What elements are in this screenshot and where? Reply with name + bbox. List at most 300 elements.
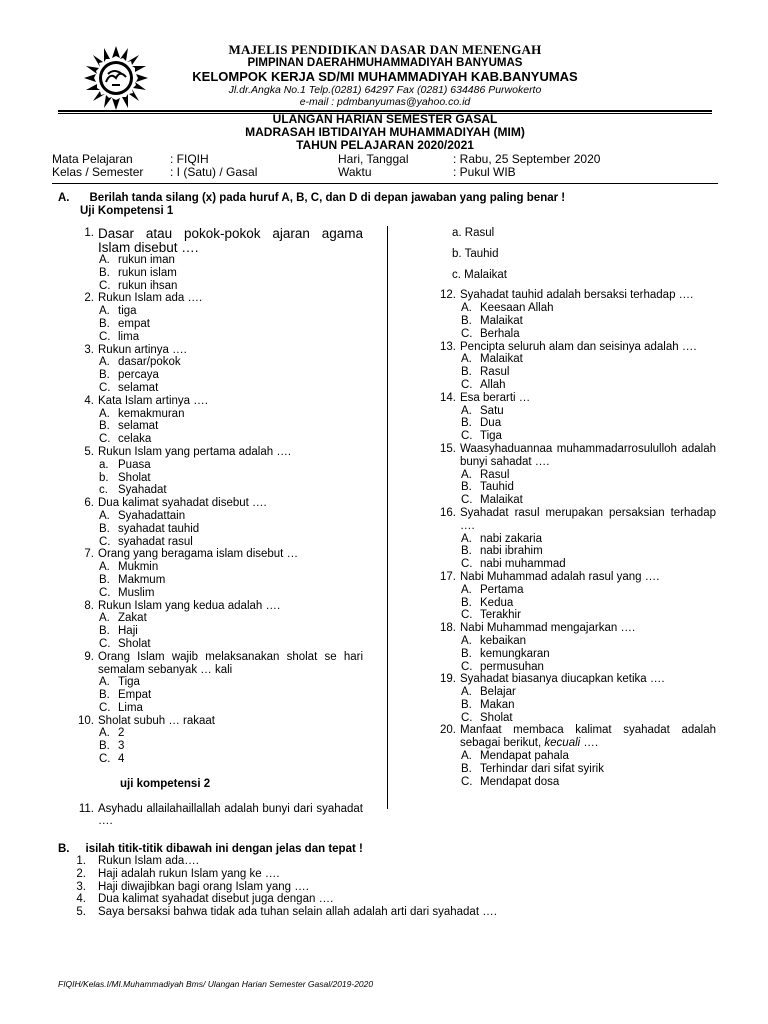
answer-option xyxy=(420,366,716,379)
question-text xyxy=(460,443,716,469)
question-stem xyxy=(420,443,716,469)
option-text: lima xyxy=(118,330,140,343)
answer-option xyxy=(58,510,363,523)
option-letter: B. xyxy=(461,417,472,430)
column-divider xyxy=(387,226,388,809)
question-stem xyxy=(58,395,363,408)
option-text: Haji xyxy=(118,625,138,638)
option-text: Makmum xyxy=(118,573,166,586)
option-letter: C. xyxy=(99,535,111,548)
option-letter: C. xyxy=(461,660,473,673)
option-letter: a. xyxy=(99,458,109,471)
question-text-main: Rukun artinya …. xyxy=(98,343,187,356)
question-number: 2. xyxy=(84,292,94,305)
question-stem xyxy=(58,803,363,829)
option-text: Sholat xyxy=(118,637,151,650)
answer-option xyxy=(420,750,716,763)
option-text: Tauhid xyxy=(480,481,514,494)
question-stem xyxy=(58,497,363,510)
option-text: Syahadat xyxy=(118,484,167,497)
question-number: 7. xyxy=(84,548,94,561)
question-item xyxy=(420,443,716,507)
answer-option xyxy=(58,420,363,433)
question-text xyxy=(98,715,363,728)
option-text: Syahadattain xyxy=(118,509,186,522)
option-text: Lima xyxy=(118,701,143,714)
question-text xyxy=(98,446,363,459)
questions-right-column xyxy=(420,227,716,788)
option-letter: C. xyxy=(461,430,473,443)
question-stem xyxy=(420,571,716,584)
answer-option xyxy=(58,382,363,395)
answer-option xyxy=(58,625,363,638)
option-letter: B. xyxy=(99,740,110,753)
section-b-letter: B. xyxy=(58,843,70,855)
option-letter: B. xyxy=(99,689,110,702)
option-letter: C. xyxy=(99,381,111,394)
answer-option xyxy=(420,430,716,443)
option-letter: A. xyxy=(461,634,472,647)
option-text: syahadat tauhid xyxy=(118,522,200,535)
question-number: 15. xyxy=(440,442,456,455)
question-item xyxy=(58,651,363,715)
option-text: rukun ihsan xyxy=(118,279,178,292)
option-text: Sholat xyxy=(118,471,151,484)
option-text: Mendapat pahala xyxy=(480,750,569,763)
option-text: selamat xyxy=(118,420,159,433)
option-text: Terakhir xyxy=(480,609,521,622)
question-text-main: Orang yang beragama islam disebut … xyxy=(98,548,299,561)
option-letter: A. xyxy=(99,612,110,625)
option-text: Keesaan Allah xyxy=(480,302,554,315)
answer-option xyxy=(420,763,716,776)
answer-option xyxy=(58,689,363,702)
essay-question-list xyxy=(58,855,497,919)
answer-option xyxy=(58,484,363,497)
option-text: nabi ibrahim xyxy=(480,545,543,558)
answer-option xyxy=(420,635,716,648)
question-text xyxy=(460,673,716,686)
answer-option xyxy=(420,584,716,597)
option-letter: C. xyxy=(461,494,473,507)
option-text: kebaikan xyxy=(480,634,527,647)
date-value: : Rabu, 25 September 2020 xyxy=(453,152,601,166)
option-letter: A. xyxy=(99,356,110,369)
question-text-main: Rukun Islam ada …. xyxy=(98,292,203,305)
essay-question xyxy=(58,881,497,894)
time-label: Waktu xyxy=(338,165,372,179)
question-number: 1. xyxy=(84,227,94,239)
question-stem xyxy=(420,507,716,533)
question-text-main: Pencipta seluruh alam dan seisinya adalah …. xyxy=(460,340,697,353)
answer-option xyxy=(420,558,716,571)
question-number: 18. xyxy=(440,622,456,635)
section-b-text: isilah titik-titik dibawah ini dengan jelas dan tepat ! xyxy=(85,843,363,855)
option-letter: B. xyxy=(99,573,110,586)
answer-option xyxy=(420,661,716,674)
option-letter: b. xyxy=(99,471,109,484)
org-line-1: MAJELIS PENDIDIKAN DASAR DAN MENENGAH xyxy=(228,42,542,57)
section-b-instruction xyxy=(58,843,363,855)
question-text xyxy=(460,571,716,584)
answer-option xyxy=(420,353,716,366)
answer-option xyxy=(58,702,363,715)
question-text xyxy=(460,724,716,750)
answer-option xyxy=(58,574,363,587)
option-text: nabi zakaria xyxy=(480,532,543,545)
option-letter: A. xyxy=(99,407,110,420)
option-letter: A. xyxy=(461,532,472,545)
option-letter: C. xyxy=(461,609,473,622)
answer-option xyxy=(420,648,716,661)
option-letter: B. xyxy=(461,314,472,327)
question-stem xyxy=(58,344,363,357)
option-text: 2 xyxy=(118,727,125,740)
answer-option xyxy=(420,776,716,789)
question-text-main: Syahadat biasanya diucapkan ketika …. xyxy=(460,673,665,686)
question-text xyxy=(98,292,363,305)
org-address: Jl.dr.Angka No.1 Telp.(0281) 64297 Fax (0281) 634486 Purwokerto xyxy=(228,84,542,96)
answer-option xyxy=(420,494,716,507)
answer-option xyxy=(58,254,363,267)
option-letter: C. xyxy=(99,279,111,292)
option-text: nabi muhammad xyxy=(480,558,566,571)
question-text xyxy=(98,651,363,677)
option-letter: C. xyxy=(461,378,473,391)
option-text: empat xyxy=(118,317,150,330)
question-number: 12. xyxy=(440,289,456,302)
option-text: Muslim xyxy=(118,586,155,599)
question-stem xyxy=(58,651,363,677)
answer-option xyxy=(420,699,716,712)
option-text: celaka xyxy=(118,433,152,446)
answer-option xyxy=(58,523,363,536)
question-item xyxy=(58,292,363,343)
option-letter: A. xyxy=(99,254,110,266)
question-item xyxy=(420,341,716,392)
question-item xyxy=(420,673,716,724)
essay-question-number: 2. xyxy=(76,867,86,880)
question-item xyxy=(420,571,716,622)
option-text: kemungkaran xyxy=(480,647,550,660)
option-letter: B. xyxy=(461,596,472,609)
option-text: Dua xyxy=(480,417,502,430)
question-item xyxy=(420,622,716,673)
answer-option: a. Rasul xyxy=(452,227,495,239)
competency-1-heading: Uji Kompetensi 1 xyxy=(80,205,174,217)
answer-option xyxy=(420,315,716,328)
question-text-main: Sholat subuh … rakaat xyxy=(98,714,215,727)
option-letter: A. xyxy=(99,305,110,318)
answer-option xyxy=(420,379,716,392)
option-letter: B. xyxy=(99,317,110,330)
answer-option xyxy=(58,536,363,549)
question-number: 14. xyxy=(440,391,456,404)
answer-option xyxy=(58,472,363,485)
option-text: 4 xyxy=(118,753,125,766)
question-item xyxy=(58,497,363,548)
answer-option xyxy=(58,318,363,331)
question-text xyxy=(460,289,716,302)
answer-option xyxy=(58,305,363,318)
answer-option xyxy=(58,356,363,369)
question-text-main: Dasar atau pokok-pokok ajaran agama Islam disebut …. xyxy=(98,226,363,255)
option-letter: B. xyxy=(461,481,472,494)
answer-option xyxy=(420,545,716,558)
option-letter: A. xyxy=(99,676,110,689)
question-text-main: Waasyhaduannaa muhammadarrosululloh adalah bunyi sahadat …. xyxy=(460,442,716,468)
option-letter: A. xyxy=(99,727,110,740)
essay-question-text: Dua kalimat syahadat disebut juga dengan …. xyxy=(98,893,334,906)
answer-option xyxy=(58,561,363,574)
question-number: 20. xyxy=(440,724,456,737)
question-item xyxy=(58,395,363,446)
option-text: Empat xyxy=(118,689,152,702)
option-text: Allah xyxy=(480,378,506,391)
option-text: tiga xyxy=(118,305,137,318)
essay-question-text: Haji adalah rukun Islam yang ke …. xyxy=(98,867,280,880)
school-name: MADRASAH IBTIDAIYAH MUHAMMADIYAH (MIM) xyxy=(245,125,525,139)
option-letter: A. xyxy=(461,404,472,417)
question-stem xyxy=(420,673,716,686)
time-value: : Pukul WIB xyxy=(453,165,516,179)
question-text xyxy=(98,497,363,510)
answer-option xyxy=(58,408,363,421)
question-text-main: Esa berarti … xyxy=(460,391,531,404)
academic-year: TAHUN PELAJARAN 2020/2021 xyxy=(296,138,474,152)
question-item xyxy=(58,227,363,292)
question-text xyxy=(460,622,716,635)
question-item xyxy=(420,724,716,788)
option-letter: C. xyxy=(99,701,111,714)
answer-option xyxy=(58,331,363,344)
question-stem xyxy=(420,724,716,750)
competency-2-heading: uji kompetensi 2 xyxy=(120,777,211,790)
question-number: 9. xyxy=(84,650,94,663)
option-letter: B. xyxy=(99,522,110,535)
option-text: Pertama xyxy=(480,583,524,596)
option-text: permusuhan xyxy=(480,660,544,673)
question-number: 5. xyxy=(84,445,94,458)
option-text: syahadat rasul xyxy=(118,535,193,548)
essay-question-number: 4. xyxy=(76,893,86,906)
section-a-text: Berilah tanda silang (x) pada huruf A, B, C, dan D di depan jawaban yang paling benar ! xyxy=(89,192,566,204)
answer-option xyxy=(420,481,716,494)
essay-question xyxy=(58,868,497,881)
option-letter: c. xyxy=(99,484,108,497)
question-stem xyxy=(58,715,363,728)
question-text xyxy=(98,227,363,254)
option-text: Belajar xyxy=(480,686,516,699)
essay-question xyxy=(58,855,497,868)
question-stem xyxy=(420,622,716,635)
question-text-end: …. xyxy=(580,737,599,750)
org-line-3: KELOMPOK KERJA SD/MI MUHAMMADIYAH KAB.BANYUMAS xyxy=(192,69,578,84)
option-text: Satu xyxy=(480,404,504,417)
question-number: 10. xyxy=(78,714,94,727)
option-letter: B. xyxy=(99,369,110,382)
option-text: Rasul xyxy=(480,468,510,481)
question-text xyxy=(460,392,716,405)
section-a-instruction xyxy=(58,192,565,204)
answer-option xyxy=(420,597,716,610)
option-letter: C. xyxy=(99,433,111,446)
option-letter: B. xyxy=(461,545,472,558)
option-letter: A. xyxy=(461,686,472,699)
question-number: 19. xyxy=(440,673,456,686)
option-text: Malaikat xyxy=(480,494,523,507)
question-item xyxy=(58,715,363,766)
option-text: rukun islam xyxy=(118,266,177,279)
option-text: Puasa xyxy=(118,458,151,471)
answer-option xyxy=(420,712,716,725)
answer-option xyxy=(420,302,716,315)
question-text xyxy=(98,548,363,561)
org-email: e-mail : pdmbanyumas@yahoo.co.id xyxy=(299,96,471,108)
answer-option: c. Malaikat xyxy=(452,268,507,281)
subject-value: : FIQIH xyxy=(170,152,209,166)
question-text xyxy=(460,507,716,533)
option-text: Malaikat xyxy=(480,353,523,366)
option-text: selamat xyxy=(118,381,159,394)
question-text-main: Dua kalimat syahadat disebut …. xyxy=(98,497,267,510)
answer-option xyxy=(420,417,716,430)
answer-option xyxy=(420,533,716,546)
org-line-2: PIMPINAN DAERAHMUHAMMADIYAH BANYUMAS xyxy=(247,57,523,69)
option-letter: A. xyxy=(461,353,472,366)
answer-option xyxy=(58,267,363,280)
answer-option xyxy=(58,638,363,651)
question-text: Asyhadu allailahaillallah adalah bunyi dari syahadat …. xyxy=(98,802,363,828)
answer-option xyxy=(58,459,363,472)
option-text: Terhindar dari sifat syirik xyxy=(480,762,604,775)
question-stem xyxy=(58,600,363,613)
essay-question-text: Rukun Islam ada…. xyxy=(98,855,199,867)
option-letter: C. xyxy=(461,775,473,788)
question-text xyxy=(98,600,363,613)
question-text-main: Rukun Islam yang pertama adalah …. xyxy=(98,445,292,458)
question-item xyxy=(58,600,363,651)
question-number: 8. xyxy=(84,599,94,612)
question-text xyxy=(98,395,363,408)
page-footer: FIQIH/Kelas.I/MI.Muhammadiyah Bms/ Ulangan Harian Semester Gasal/2019-2020 xyxy=(58,979,374,989)
question-stem xyxy=(58,227,363,254)
answer-option xyxy=(58,369,363,382)
option-letter: B. xyxy=(461,647,472,660)
question-text-main: Kata Islam artinya …. xyxy=(98,394,208,407)
option-letter: C. xyxy=(461,558,473,571)
option-text: 3 xyxy=(118,740,125,753)
option-letter: A. xyxy=(99,509,110,522)
questions-left-column xyxy=(58,227,363,828)
essay-question-text: Saya bersaksi bahwa tidak ada tuhan selain allah adalah arti dari syahadat …. xyxy=(98,906,497,919)
question-stem xyxy=(420,289,716,302)
option-text: Rasul xyxy=(480,366,510,379)
answer-option xyxy=(420,469,716,482)
question-number: 3. xyxy=(84,343,94,356)
option-letter: A. xyxy=(461,750,472,763)
option-text: Sholat xyxy=(480,711,513,724)
question-item xyxy=(58,344,363,395)
question-text-main: Manfaat membaca kalimat syahadat adalah sebagai berikut, xyxy=(460,724,716,750)
option-letter: C. xyxy=(99,753,111,766)
option-letter: A. xyxy=(461,583,472,596)
option-text: Berhala xyxy=(480,327,520,340)
class-label: Kelas / Semester xyxy=(52,165,144,179)
option-text: Tiga xyxy=(480,430,502,443)
option-text: Kedua xyxy=(480,596,514,609)
muhammadiyah-logo-icon xyxy=(82,44,150,112)
answer-option xyxy=(58,587,363,600)
option-letter: A. xyxy=(99,561,110,574)
question-text-main: Rukun Islam yang kedua adalah …. xyxy=(98,599,281,612)
answer-option xyxy=(58,676,363,689)
option-letter: B. xyxy=(99,266,110,279)
answer-option xyxy=(58,753,363,766)
answer-option xyxy=(420,328,716,341)
question-number: 6. xyxy=(84,497,94,510)
option-letter: B. xyxy=(461,762,472,775)
date-label: Hari, Tanggal xyxy=(338,152,409,166)
essay-question-text: Haji diwajibkan bagi orang Islam yang …. xyxy=(98,880,309,893)
question-number: 17. xyxy=(440,570,456,583)
question-stem xyxy=(58,446,363,459)
question-stem xyxy=(58,548,363,561)
option-text: Makan xyxy=(480,698,515,711)
essay-question xyxy=(58,906,497,919)
question-number: 16. xyxy=(440,506,456,519)
question-stem xyxy=(58,292,363,305)
essay-question-number: 5. xyxy=(76,906,86,919)
answer-option xyxy=(58,612,363,625)
question-text-main: Syahadat rasul merupakan persaksian terhadap …. xyxy=(460,506,716,532)
answer-option: b. Tauhid xyxy=(452,247,499,260)
option-letter: C. xyxy=(461,711,473,724)
option-letter: A. xyxy=(461,468,472,481)
question-text-main: Orang Islam wajib melaksanakan sholat se hari semalam sebanyak … kali xyxy=(98,650,363,676)
essay-question-number: 3. xyxy=(76,880,86,893)
answer-option xyxy=(58,740,363,753)
option-text: Zakat xyxy=(118,612,147,625)
option-letter: C. xyxy=(99,586,111,599)
question-number: 11. xyxy=(78,802,94,815)
option-letter: B. xyxy=(461,698,472,711)
option-letter: C. xyxy=(99,637,111,650)
answer-option xyxy=(58,280,363,293)
question-item xyxy=(420,392,716,443)
option-text: dasar/pokok xyxy=(118,356,181,369)
option-text: Malaikat xyxy=(480,314,523,327)
question-text-main: Nabi Muhammad adalah rasul yang …. xyxy=(460,570,660,583)
option-letter: A. xyxy=(461,302,472,315)
option-text: Mukmin xyxy=(118,561,159,574)
exam-title: ULANGAN HARIAN SEMESTER GASAL xyxy=(272,112,498,126)
question-text xyxy=(98,344,363,357)
option-letter: C. xyxy=(461,327,473,340)
answer-option xyxy=(420,609,716,622)
question-item xyxy=(58,548,363,599)
answer-option xyxy=(58,727,363,740)
option-letter: B. xyxy=(99,625,110,638)
class-value: : I (Satu) / Gasal xyxy=(170,165,258,179)
meta-divider xyxy=(52,183,718,184)
question-item xyxy=(420,507,716,571)
option-text: kemakmuran xyxy=(118,407,185,420)
answer-option xyxy=(420,686,716,699)
option-text: Mendapat dosa xyxy=(480,775,560,788)
question-text-emphasis: kecuali xyxy=(544,737,581,750)
option-text: Tiga xyxy=(118,676,140,689)
